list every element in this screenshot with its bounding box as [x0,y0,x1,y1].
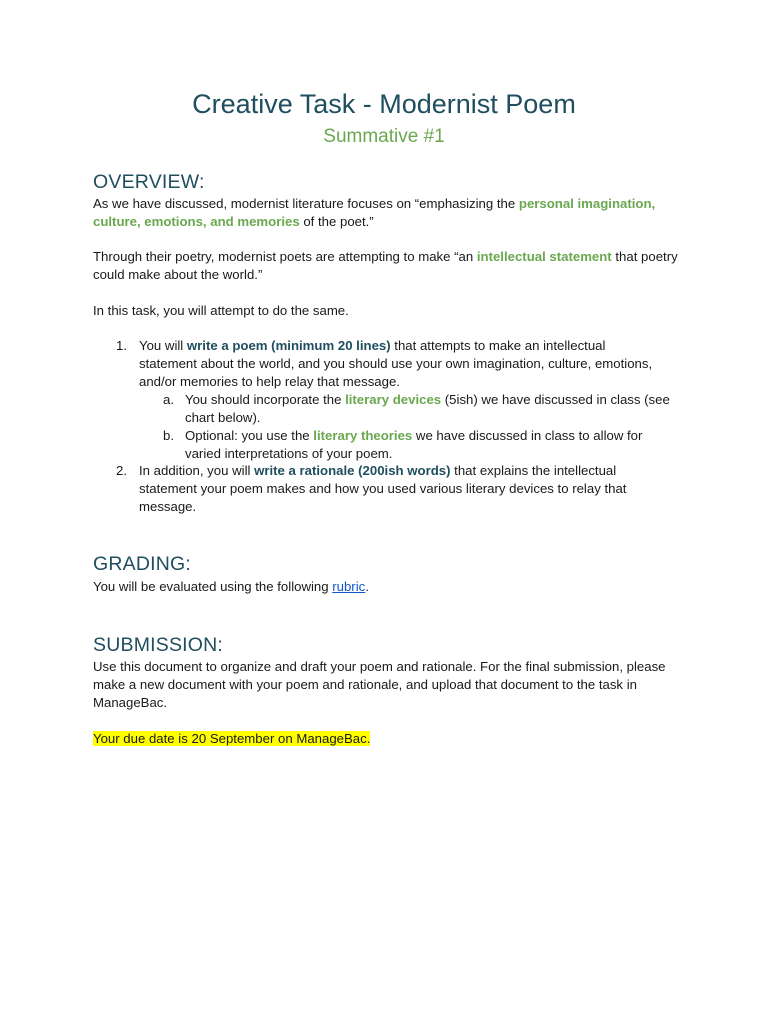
list-item-1 [139,337,654,391]
grading-paragraph [93,578,678,596]
document-title: Creative Task - Modernist Poem [192,89,576,119]
grading-heading: GRADING: [93,553,192,575]
list-item-1-number: 1. [116,338,127,353]
submission-paragraph: Use this document to organize and draft your poem and rationale. For the final submission, please make a new document with your poem and rationale, and upload that document to the task in ManageBac. [93,659,666,710]
sub-item-a-highlight: literary devices [345,392,442,407]
list-item-2-text-a: In addition, you will [139,463,255,478]
due-date-line [93,730,678,748]
sub-item-b-text-b: we have discussed in class to allow for varied interpretations of your poem. [185,428,643,461]
sub-item-b-highlight: literary theories [313,428,413,443]
overview-p2-highlight: intellectual statement [476,249,612,264]
overview-paragraph-2 [93,248,678,284]
overview-paragraph-1 [93,195,678,231]
overview-p2-text-b: that poetry could make about the world.” [93,249,678,282]
grading-text-b: . [365,579,369,594]
due-date-highlight: Your due date is 20 September on ManageBac. [93,731,371,746]
sub-item-b-text-a: Optional: you use the [185,428,314,443]
sub-item-b [185,427,675,463]
list-item-1-highlight: write a poem (minimum 20 lines) [186,338,391,353]
sub-item-b-letter: b. [163,428,174,443]
overview-heading: OVERVIEW: [93,171,205,193]
sub-item-a-text-a: You should incorporate the [185,392,346,407]
document-subtitle: Summative #1 [323,126,445,147]
overview-paragraph-3: In this task, you will attempt to do the same. [93,303,349,318]
list-item-1-text-b: that attempts to make an intellectual statement about the world, and you should use your own imagination, culture, emotions, and/or memories to help relay that message. [139,338,653,389]
overview-p1-text-a: As we have discussed, modernist literature focuses on “emphasizing the [93,196,519,211]
overview-p2-text-a: Through their poetry, modernist poets are attempting to make “an [93,249,477,264]
overview-p1-highlight: personal imagination, culture, emotions, and memories [93,196,656,229]
list-item-2-number: 2. [116,463,127,478]
list-item-1-text-a: You will [139,338,187,353]
list-item-2-highlight: write a rationale (200ish words) [254,463,451,478]
sub-item-a-text-b: (5ish) we have discussed in class (see chart below). [185,392,670,425]
overview-p1-text-b: of the poet.” [299,214,374,229]
rubric-link[interactable]: rubric [332,579,366,594]
grading-text-a: You will be evaluated using the following [93,579,333,594]
list-item-2 [139,462,674,516]
sub-item-a [185,391,675,427]
sub-item-a-letter: a. [163,392,174,407]
list-item-2-text-b: that explains the intellectual statement your poem makes and how you used various literary devices to relay that message. [139,463,627,514]
submission-heading: SUBMISSION: [93,634,224,656]
